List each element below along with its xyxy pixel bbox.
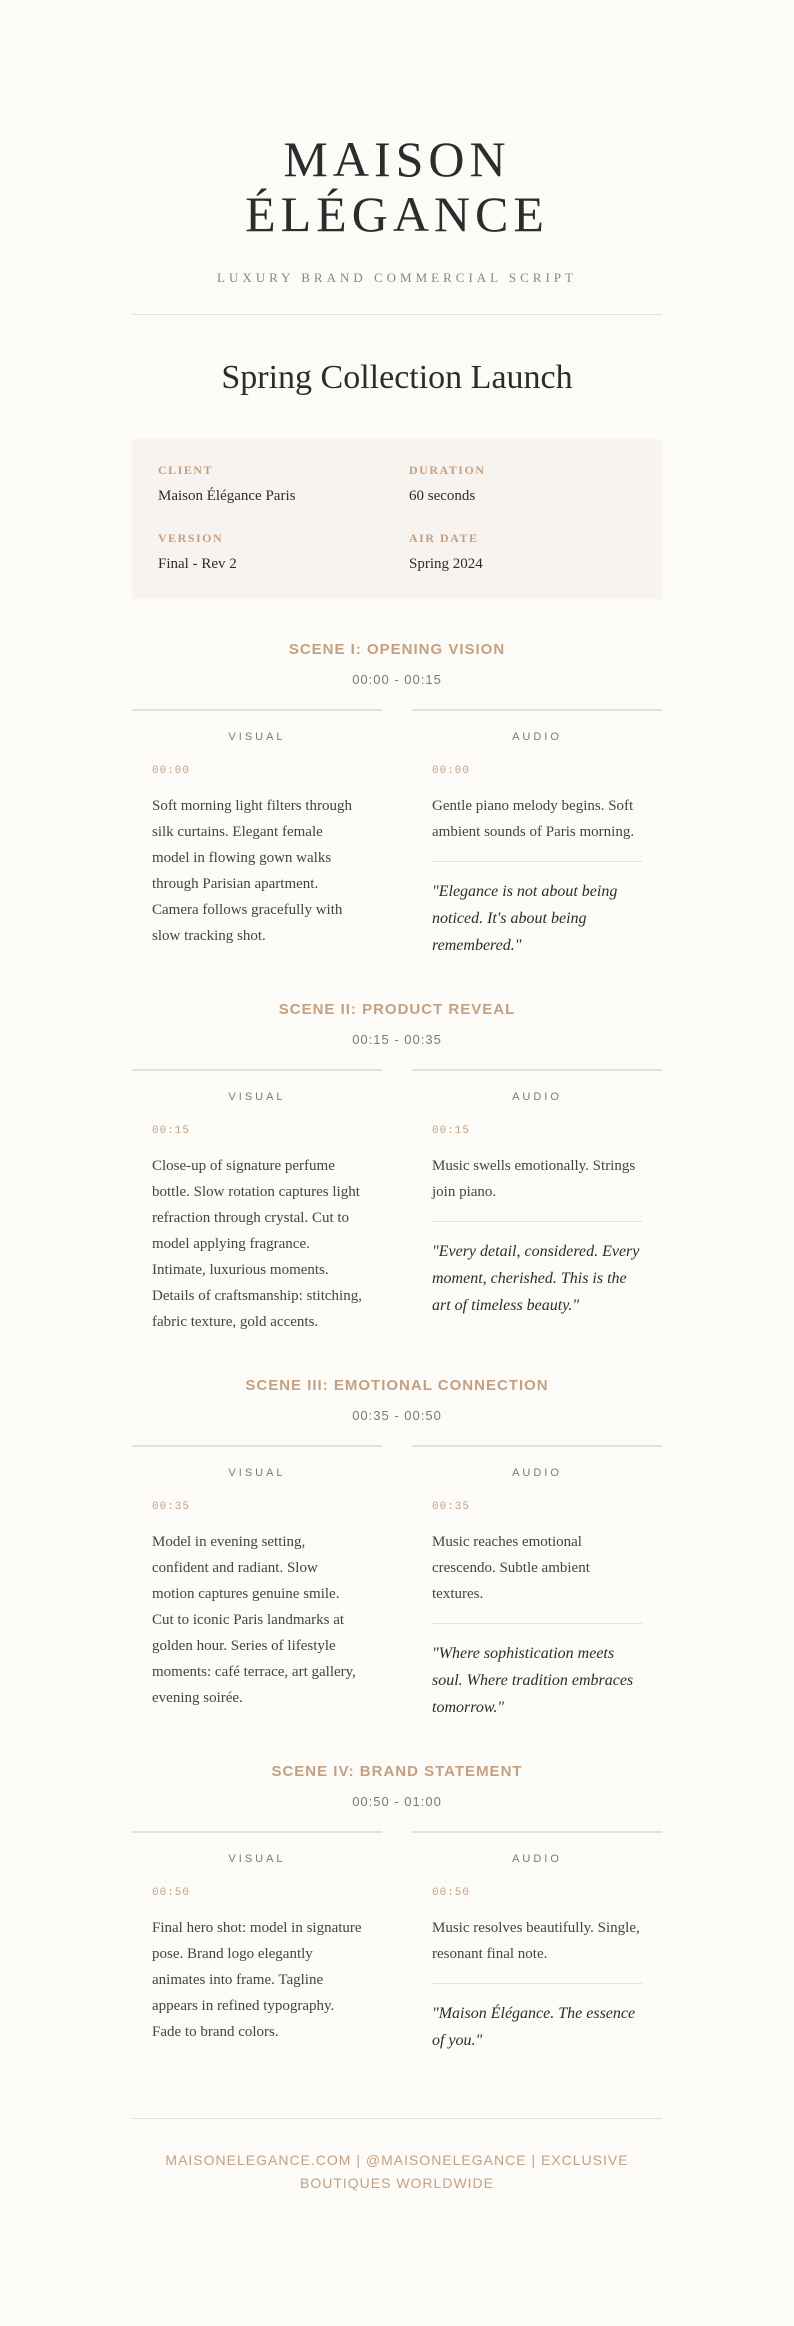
scene-title: SCENE I: OPENING VISION xyxy=(288,641,506,658)
audio-column xyxy=(412,1831,662,2054)
audio-heading: AUDIO xyxy=(512,1467,562,1479)
meta-client xyxy=(158,463,385,505)
script-page xyxy=(132,0,662,2315)
meta-panel xyxy=(132,439,662,599)
header-divider xyxy=(132,314,662,315)
meta-air-date xyxy=(409,531,636,573)
scene-columns xyxy=(132,1069,662,1335)
meta-label: DURATION xyxy=(409,463,486,477)
meta-value: Maison Élégance Paris xyxy=(158,488,296,504)
audio-timestamp: 00:15 xyxy=(432,1125,471,1137)
visual-column xyxy=(132,709,382,959)
meta-label: VERSION xyxy=(158,531,224,545)
tagline: LUXURY BRAND COMMERCIAL SCRIPT xyxy=(217,270,577,285)
visual-column xyxy=(132,1445,382,1721)
scene-columns xyxy=(132,1831,662,2054)
footer-contact: MAISONELEGANCE.COM | @MAISONELEGANCE | EXCLUSIVE BOUTIQUES WORLDWIDE xyxy=(165,2152,629,2191)
audio-divider xyxy=(432,1983,642,1984)
audio-heading: AUDIO xyxy=(512,1091,562,1103)
scene-4 xyxy=(132,1763,662,2054)
visual-timestamp: 00:50 xyxy=(152,1887,191,1899)
meta-duration xyxy=(409,463,636,505)
audio-timestamp: 00:50 xyxy=(432,1887,471,1899)
visual-heading: VISUAL xyxy=(228,1091,286,1103)
visual-description: Model in evening setting, confident and radiant. Slow motion captures genuine smile. Cut to iconic Paris landmarks at golden hour. Series of lifestyle moments: café terrace, art gallery, evening soirée. xyxy=(152,1534,356,1706)
audio-description: Music swells emotionally. Strings join piano. xyxy=(432,1158,636,1200)
scene-time-range: 00:35 - 00:50 xyxy=(352,1408,442,1423)
scene-3 xyxy=(132,1377,662,1721)
scene-time-range: 00:50 - 01:00 xyxy=(352,1794,442,1809)
audio-description: Music reaches emotional crescendo. Subtle ambient textures. xyxy=(432,1534,590,1602)
meta-label: CLIENT xyxy=(158,463,214,477)
voiceover-quote: "Every detail, considered. Every moment, cherished. This is the art of timeless beauty." xyxy=(432,1243,640,1314)
meta-value: 60 seconds xyxy=(409,488,476,504)
meta-label: AIR DATE xyxy=(409,531,479,545)
visual-timestamp: 00:15 xyxy=(152,1125,191,1137)
visual-heading: VISUAL xyxy=(228,1853,286,1865)
scene-columns xyxy=(132,709,662,959)
voiceover-quote: "Maison Élégance. The essence of you." xyxy=(432,2005,636,2049)
meta-value: Final - Rev 2 xyxy=(158,556,237,572)
voiceover-quote: "Elegance is not about being noticed. It's about being remembered." xyxy=(432,883,618,954)
scene-columns xyxy=(132,1445,662,1721)
audio-column xyxy=(412,709,662,959)
visual-column xyxy=(132,1831,382,2054)
meta-version xyxy=(158,531,385,573)
audio-heading: AUDIO xyxy=(512,1853,562,1865)
brand-title: MAISON ÉLÉGANCE xyxy=(245,131,549,242)
visual-timestamp: 00:00 xyxy=(152,765,191,777)
visual-column xyxy=(132,1069,382,1335)
scene-1 xyxy=(132,641,662,959)
scene-title: SCENE II: PRODUCT REVEAL xyxy=(278,1001,516,1018)
visual-description: Soft morning light filters through silk curtains. Elegant female model in flowing gown walks through Parisian apartment. Camera follows gracefully with slow tracking shot. xyxy=(152,798,352,944)
meta-value: Spring 2024 xyxy=(409,556,483,572)
audio-timestamp: 00:35 xyxy=(432,1501,471,1513)
audio-heading: AUDIO xyxy=(512,731,562,743)
audio-divider xyxy=(432,1221,642,1222)
scene-time-range: 00:00 - 00:15 xyxy=(352,672,442,687)
visual-heading: VISUAL xyxy=(228,1467,286,1479)
audio-timestamp: 00:00 xyxy=(432,765,471,777)
audio-description: Gentle piano melody begins. Soft ambient sounds of Paris morning. xyxy=(432,798,635,840)
voiceover-quote: "Where sophistication meets soul. Where tradition embraces tomorrow." xyxy=(432,1645,634,1716)
audio-description: Music resolves beautifully. Single, resonant final note. xyxy=(432,1920,640,1962)
visual-heading: VISUAL xyxy=(228,731,286,743)
visual-description: Close-up of signature perfume bottle. Slow rotation captures light refraction through crystal. Cut to model applying fragrance. Intimate, luxurious moments. Details of craftsmanship: stitching, fabric texture, gold accents. xyxy=(152,1158,362,1330)
audio-divider xyxy=(432,861,642,862)
visual-description: Final hero shot: model in signature pose. Brand logo elegantly animates into frame. Tagline appears in refined typography. Fade to brand colors. xyxy=(152,1920,362,2040)
scene-title: SCENE IV: BRAND STATEMENT xyxy=(271,1763,523,1780)
scene-title: SCENE III: EMOTIONAL CONNECTION xyxy=(245,1377,549,1394)
page-title: Spring Collection Launch xyxy=(221,359,573,396)
visual-timestamp: 00:35 xyxy=(152,1501,191,1513)
scene-2 xyxy=(132,1001,662,1335)
audio-divider xyxy=(432,1623,642,1624)
audio-column xyxy=(412,1445,662,1721)
audio-column xyxy=(412,1069,662,1335)
scene-time-range: 00:15 - 00:35 xyxy=(352,1032,442,1047)
footer-divider xyxy=(132,2118,662,2119)
